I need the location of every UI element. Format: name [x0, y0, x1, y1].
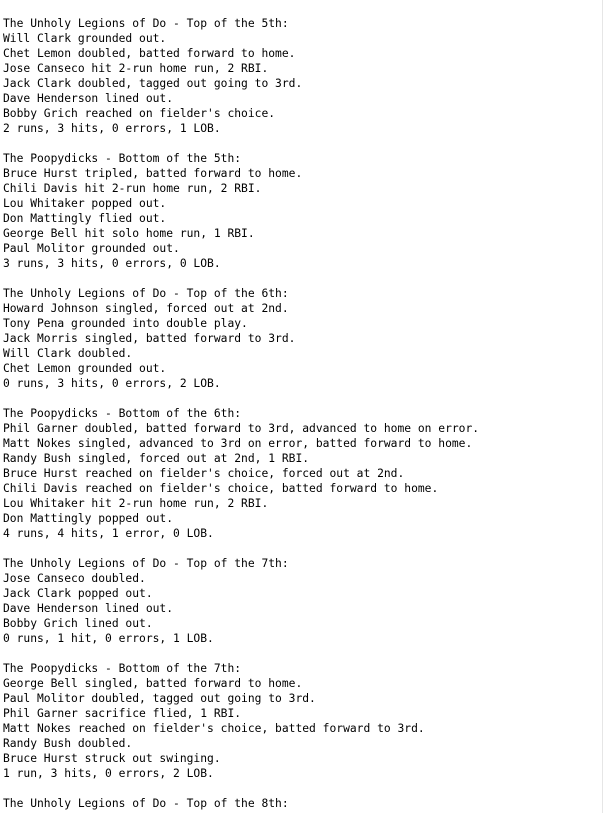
inning-block	[3, 16, 603, 151]
inning-header: The Unholy Legions of Do - Top of the 7th:	[3, 557, 289, 570]
inning-header: The Poopydicks - Bottom of the 5th:	[3, 152, 242, 165]
play-line: Phil Garner doubled, batted forward to 3rd, advanced to home on error.	[3, 422, 480, 435]
blank-line	[3, 781, 603, 796]
blank-line	[3, 646, 603, 661]
play-line: Matt Nokes singled, advanced to 3rd on error, batted forward to home.	[3, 437, 473, 450]
inning-summary: 3 runs, 3 hits, 0 errors, 0 LOB.	[3, 257, 221, 270]
play-line: Jose Canseco hit 2-run home run, 2 RBI.	[3, 62, 269, 75]
play-line: Bruce Hurst tripled, batted forward to home.	[3, 167, 303, 180]
inning-block	[3, 406, 603, 556]
play-line: Will Clark doubled.	[3, 347, 133, 360]
play-line: Jose Canseco doubled.	[3, 572, 146, 585]
play-line: Jack Morris singled, batted forward to 3rd.	[3, 332, 296, 345]
play-line: Randy Bush singled, forced out at 2nd, 1 RBI.	[3, 452, 310, 465]
inning-header: The Unholy Legions of Do - Top of the 8th:	[3, 797, 289, 810]
play-line: Chili Davis reached on fielder's choice, batted forward to home.	[3, 482, 439, 495]
play-line: Bruce Hurst reached on fielder's choice, forced out at 2nd.	[3, 467, 405, 480]
play-line: Randy Bush doubled.	[3, 737, 133, 750]
play-line: George Bell hit solo home run, 1 RBI.	[3, 227, 255, 240]
play-line: Don Mattingly popped out.	[3, 512, 174, 525]
play-line: Dave Henderson lined out.	[3, 602, 174, 615]
play-line: Paul Molitor grounded out.	[3, 242, 180, 255]
play-line: Chet Lemon grounded out.	[3, 362, 167, 375]
inning-header: The Poopydicks - Bottom of the 6th:	[3, 407, 242, 420]
play-line: Howard Johnson singled, forced out at 2nd.	[3, 302, 289, 315]
inning-block	[3, 286, 603, 406]
play-line: Bruce Hurst struck out swinging.	[3, 752, 221, 765]
inning-block	[3, 556, 603, 661]
blank-line	[3, 136, 603, 151]
play-line: Jack Clark doubled, tagged out going to 3rd.	[3, 77, 303, 90]
inning-block	[3, 661, 603, 796]
play-line: Jack Clark popped out.	[3, 587, 153, 600]
inning-summary: 1 run, 3 hits, 0 errors, 2 LOB.	[3, 767, 214, 780]
play-line: Lou Whitaker popped out.	[3, 197, 167, 210]
blank-line	[3, 541, 603, 556]
play-line: Chili Davis hit 2-run home run, 2 RBI.	[3, 182, 262, 195]
play-line: Phil Garner sacrifice flied, 1 RBI.	[3, 707, 242, 720]
play-line: Chet Lemon doubled, batted forward to home.	[3, 47, 296, 60]
inning-summary: 2 runs, 3 hits, 0 errors, 1 LOB.	[3, 122, 221, 135]
play-line: Matt Nokes reached on fielder's choice, batted forward to 3rd.	[3, 722, 425, 735]
blank-line	[3, 391, 603, 406]
play-line: Bobby Grich reached on fielder's choice.	[3, 107, 276, 120]
inning-summary: 4 runs, 4 hits, 1 error, 0 LOB.	[3, 527, 214, 540]
play-line: Paul Molitor doubled, tagged out going to 3rd.	[3, 692, 316, 705]
inning-header: The Unholy Legions of Do - Top of the 6th:	[3, 287, 289, 300]
play-line: Dave Henderson lined out.	[3, 92, 174, 105]
play-line: Will Clark grounded out.	[3, 32, 167, 45]
inning-summary: 0 runs, 1 hit, 0 errors, 1 LOB.	[3, 632, 214, 645]
blank-line	[3, 271, 603, 286]
play-line: Bobby Grich lined out.	[3, 617, 153, 630]
play-line: Tony Pena grounded into double play.	[3, 317, 248, 330]
play-by-play-log	[3, 16, 603, 811]
inning-header: The Unholy Legions of Do - Top of the 5th:	[3, 17, 289, 30]
inning-header: The Poopydicks - Bottom of the 7th:	[3, 662, 242, 675]
window-edge	[602, 0, 611, 813]
play-line: George Bell singled, batted forward to home.	[3, 677, 303, 690]
play-line: Don Mattingly flied out.	[3, 212, 167, 225]
play-line: Lou Whitaker hit 2-run home run, 2 RBI.	[3, 497, 269, 510]
inning-block	[3, 151, 603, 286]
inning-block	[3, 796, 603, 811]
inning-summary: 0 runs, 3 hits, 0 errors, 2 LOB.	[3, 377, 221, 390]
